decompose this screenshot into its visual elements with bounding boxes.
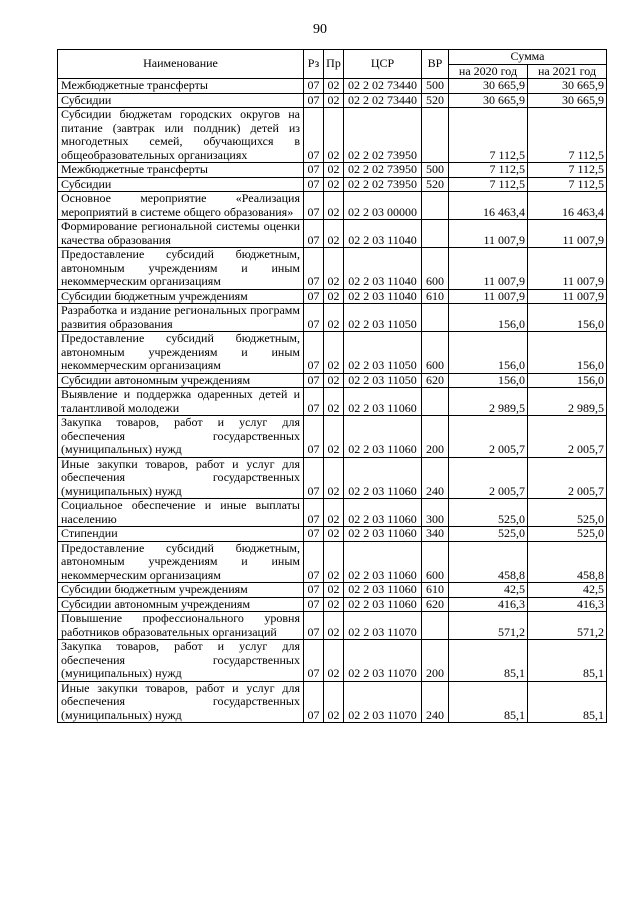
cell-sum-2021: 525,0 (528, 499, 607, 527)
cell-rz: 07 (304, 681, 324, 723)
table-row (58, 416, 607, 458)
cell-pr: 02 (324, 597, 344, 612)
cell-sum-2021: 416,3 (528, 597, 607, 612)
cell-sum-2021: 156,0 (528, 373, 607, 388)
cell-name: Иные закупки товаров, работ и услуг для обеспечения государственных (муниципальных) нужд (58, 457, 304, 499)
cell-vr: 200 (422, 640, 449, 682)
cell-csr: 02 2 02 73440 (344, 93, 422, 108)
cell-rz: 07 (304, 220, 324, 248)
cell-vr (422, 220, 449, 248)
cell-rz: 07 (304, 541, 324, 583)
cell-pr: 02 (324, 583, 344, 598)
cell-rz: 07 (304, 640, 324, 682)
cell-name: Закупка товаров, работ и услуг для обеспечения государственных (муниципальных) нужд (58, 640, 304, 682)
cell-pr: 02 (324, 416, 344, 458)
cell-vr (422, 304, 449, 332)
cell-sum-2021: 2 005,7 (528, 457, 607, 499)
cell-sum-2020: 156,0 (449, 304, 528, 332)
table-row (58, 248, 607, 290)
cell-csr: 02 2 03 11060 (344, 597, 422, 612)
cell-vr (422, 192, 449, 220)
cell-rz: 07 (304, 192, 324, 220)
cell-vr: 240 (422, 457, 449, 499)
cell-csr: 02 2 02 73950 (344, 108, 422, 163)
cell-pr: 02 (324, 289, 344, 304)
cell-pr: 02 (324, 108, 344, 163)
cell-name: Субсидии бюджетным учреждениям (58, 583, 304, 598)
cell-sum-2020: 16 463,4 (449, 192, 528, 220)
cell-pr: 02 (324, 192, 344, 220)
cell-rz: 07 (304, 597, 324, 612)
table-row (58, 108, 607, 163)
table-row (58, 289, 607, 304)
cell-rz: 07 (304, 373, 324, 388)
cell-pr: 02 (324, 499, 344, 527)
cell-sum-2020: 85,1 (449, 681, 528, 723)
table-row (58, 177, 607, 192)
header-rz: Рз (304, 50, 324, 79)
cell-name: Иные закупки товаров, работ и услуг для обеспечения государственных (муниципальных) нужд (58, 681, 304, 723)
table-row (58, 681, 607, 723)
table-row (58, 79, 607, 94)
cell-name: Субсидии автономным учреждениям (58, 373, 304, 388)
cell-sum-2020: 42,5 (449, 583, 528, 598)
cell-rz: 07 (304, 332, 324, 374)
table-row (58, 93, 607, 108)
cell-sum-2020: 416,3 (449, 597, 528, 612)
cell-name: Субсидии автономным учреждениям (58, 597, 304, 612)
cell-csr: 02 2 02 73950 (344, 163, 422, 178)
cell-sum-2020: 2 989,5 (449, 388, 528, 416)
cell-name: Предоставление субсидий бюджетным, автономным учреждениям и иным некоммерческим организациям (58, 332, 304, 374)
table-row (58, 612, 607, 640)
cell-rz: 07 (304, 416, 324, 458)
cell-csr: 02 2 03 11040 (344, 248, 422, 290)
table-row (58, 163, 607, 178)
cell-sum-2020: 571,2 (449, 612, 528, 640)
cell-vr (422, 612, 449, 640)
cell-sum-2020: 7 112,5 (449, 163, 528, 178)
cell-sum-2020: 2 005,7 (449, 457, 528, 499)
table-row (58, 640, 607, 682)
cell-csr: 02 2 02 73950 (344, 177, 422, 192)
cell-rz: 07 (304, 583, 324, 598)
table-body (58, 79, 607, 723)
cell-name: Закупка товаров, работ и услуг для обеспечения государственных (муниципальных) нужд (58, 416, 304, 458)
budget-table (57, 49, 607, 723)
cell-csr: 02 2 03 11060 (344, 457, 422, 499)
cell-csr: 02 2 03 11060 (344, 499, 422, 527)
table-row (58, 388, 607, 416)
cell-name: Субсидии (58, 177, 304, 192)
cell-sum-2021: 2 005,7 (528, 416, 607, 458)
header-year-2021: на 2021 год (528, 64, 607, 79)
cell-pr: 02 (324, 220, 344, 248)
cell-rz: 07 (304, 248, 324, 290)
table-row (58, 373, 607, 388)
cell-csr: 02 2 03 00000 (344, 192, 422, 220)
cell-name: Субсидии бюджетным учреждениям (58, 289, 304, 304)
cell-pr: 02 (324, 93, 344, 108)
cell-vr: 520 (422, 177, 449, 192)
cell-csr: 02 2 03 11060 (344, 527, 422, 542)
header-sum: Сумма (449, 50, 607, 65)
cell-rz: 07 (304, 289, 324, 304)
table-row (58, 499, 607, 527)
cell-pr: 02 (324, 79, 344, 94)
cell-pr: 02 (324, 248, 344, 290)
cell-name: Межбюджетные трансферты (58, 163, 304, 178)
header-vr: ВР (422, 50, 449, 79)
cell-sum-2021: 42,5 (528, 583, 607, 598)
cell-sum-2020: 11 007,9 (449, 289, 528, 304)
table-row (58, 332, 607, 374)
cell-pr: 02 (324, 163, 344, 178)
table-row (58, 597, 607, 612)
cell-name: Основное мероприятие «Реализация мероприятий в системе общего образования» (58, 192, 304, 220)
cell-rz: 07 (304, 93, 324, 108)
cell-name: Субсидии бюджетам городских округов на питание (завтрак или полдник) детей из многодетных семей, обучающихся в общеобразовательных организациях (58, 108, 304, 163)
cell-sum-2020: 156,0 (449, 373, 528, 388)
cell-sum-2021: 85,1 (528, 640, 607, 682)
cell-sum-2020: 30 665,9 (449, 93, 528, 108)
cell-rz: 07 (304, 612, 324, 640)
table-row (58, 583, 607, 598)
cell-sum-2021: 11 007,9 (528, 248, 607, 290)
cell-pr: 02 (324, 177, 344, 192)
cell-vr: 610 (422, 289, 449, 304)
cell-vr: 200 (422, 416, 449, 458)
header-name: Наименование (58, 50, 304, 79)
cell-vr: 620 (422, 373, 449, 388)
cell-rz: 07 (304, 177, 324, 192)
cell-sum-2021: 458,8 (528, 541, 607, 583)
table-row (58, 541, 607, 583)
table-row (58, 192, 607, 220)
cell-vr (422, 108, 449, 163)
cell-name: Стипендии (58, 527, 304, 542)
table-row (58, 457, 607, 499)
cell-name: Социальное обеспечение и иные выплаты населению (58, 499, 304, 527)
cell-vr: 600 (422, 332, 449, 374)
cell-sum-2020: 11 007,9 (449, 248, 528, 290)
cell-pr: 02 (324, 541, 344, 583)
cell-sum-2021: 525,0 (528, 527, 607, 542)
cell-vr: 240 (422, 681, 449, 723)
cell-vr: 620 (422, 597, 449, 612)
cell-sum-2020: 30 665,9 (449, 79, 528, 94)
cell-sum-2021: 85,1 (528, 681, 607, 723)
cell-sum-2021: 7 112,5 (528, 177, 607, 192)
cell-sum-2021: 11 007,9 (528, 289, 607, 304)
cell-sum-2021: 2 989,5 (528, 388, 607, 416)
cell-sum-2020: 2 005,7 (449, 416, 528, 458)
cell-name: Предоставление субсидий бюджетным, автономным учреждениям и иным некоммерческим организациям (58, 541, 304, 583)
cell-name: Повышение профессионального уровня работников образовательных организаций (58, 612, 304, 640)
cell-pr: 02 (324, 373, 344, 388)
cell-name: Субсидии (58, 93, 304, 108)
cell-pr: 02 (324, 612, 344, 640)
cell-pr: 02 (324, 681, 344, 723)
cell-rz: 07 (304, 527, 324, 542)
cell-rz: 07 (304, 108, 324, 163)
cell-csr: 02 2 03 11050 (344, 304, 422, 332)
cell-rz: 07 (304, 457, 324, 499)
cell-pr: 02 (324, 332, 344, 374)
cell-vr: 340 (422, 527, 449, 542)
cell-sum-2020: 525,0 (449, 499, 528, 527)
cell-rz: 07 (304, 79, 324, 94)
cell-sum-2020: 7 112,5 (449, 177, 528, 192)
cell-pr: 02 (324, 527, 344, 542)
cell-csr: 02 2 03 11070 (344, 681, 422, 723)
cell-csr: 02 2 03 11070 (344, 612, 422, 640)
cell-name: Формирование региональной системы оценки качества образования (58, 220, 304, 248)
cell-sum-2021: 7 112,5 (528, 108, 607, 163)
cell-csr: 02 2 03 11050 (344, 373, 422, 388)
cell-pr: 02 (324, 640, 344, 682)
cell-sum-2021: 7 112,5 (528, 163, 607, 178)
page-number: 90 (313, 22, 327, 37)
cell-rz: 07 (304, 304, 324, 332)
cell-csr: 02 2 03 11060 (344, 388, 422, 416)
cell-rz: 07 (304, 499, 324, 527)
cell-name: Межбюджетные трансферты (58, 79, 304, 94)
cell-sum-2020: 7 112,5 (449, 108, 528, 163)
cell-rz: 07 (304, 163, 324, 178)
cell-rz: 07 (304, 388, 324, 416)
cell-sum-2021: 156,0 (528, 332, 607, 374)
table-row (58, 304, 607, 332)
cell-csr: 02 2 03 11040 (344, 220, 422, 248)
table-row (58, 527, 607, 542)
cell-vr: 610 (422, 583, 449, 598)
cell-sum-2021: 30 665,9 (528, 93, 607, 108)
cell-csr: 02 2 03 11040 (344, 289, 422, 304)
cell-sum-2020: 525,0 (449, 527, 528, 542)
cell-sum-2020: 85,1 (449, 640, 528, 682)
cell-csr: 02 2 03 11070 (344, 640, 422, 682)
cell-vr: 520 (422, 93, 449, 108)
cell-sum-2020: 156,0 (449, 332, 528, 374)
cell-csr: 02 2 03 11060 (344, 416, 422, 458)
cell-csr: 02 2 02 73440 (344, 79, 422, 94)
cell-sum-2021: 11 007,9 (528, 220, 607, 248)
cell-name: Предоставление субсидий бюджетным, автономным учреждениям и иным некоммерческим организациям (58, 248, 304, 290)
cell-csr: 02 2 03 11060 (344, 583, 422, 598)
cell-pr: 02 (324, 457, 344, 499)
cell-pr: 02 (324, 388, 344, 416)
cell-vr: 500 (422, 79, 449, 94)
cell-sum-2020: 11 007,9 (449, 220, 528, 248)
cell-csr: 02 2 03 11050 (344, 332, 422, 374)
cell-vr: 600 (422, 248, 449, 290)
cell-vr: 300 (422, 499, 449, 527)
cell-csr: 02 2 03 11060 (344, 541, 422, 583)
cell-name: Выявление и поддержка одаренных детей и талантливой молодежи (58, 388, 304, 416)
table-row (58, 220, 607, 248)
cell-pr: 02 (324, 304, 344, 332)
cell-sum-2021: 30 665,9 (528, 79, 607, 94)
header-year-2020: на 2020 год (449, 64, 528, 79)
header-pr: Пр (324, 50, 344, 79)
cell-vr (422, 388, 449, 416)
header-row (58, 50, 607, 65)
cell-sum-2021: 16 463,4 (528, 192, 607, 220)
cell-sum-2021: 571,2 (528, 612, 607, 640)
cell-sum-2021: 156,0 (528, 304, 607, 332)
cell-name: Разработка и издание региональных программ развития образования (58, 304, 304, 332)
cell-vr: 600 (422, 541, 449, 583)
cell-vr: 500 (422, 163, 449, 178)
cell-sum-2020: 458,8 (449, 541, 528, 583)
header-csr: ЦСР (344, 50, 422, 79)
